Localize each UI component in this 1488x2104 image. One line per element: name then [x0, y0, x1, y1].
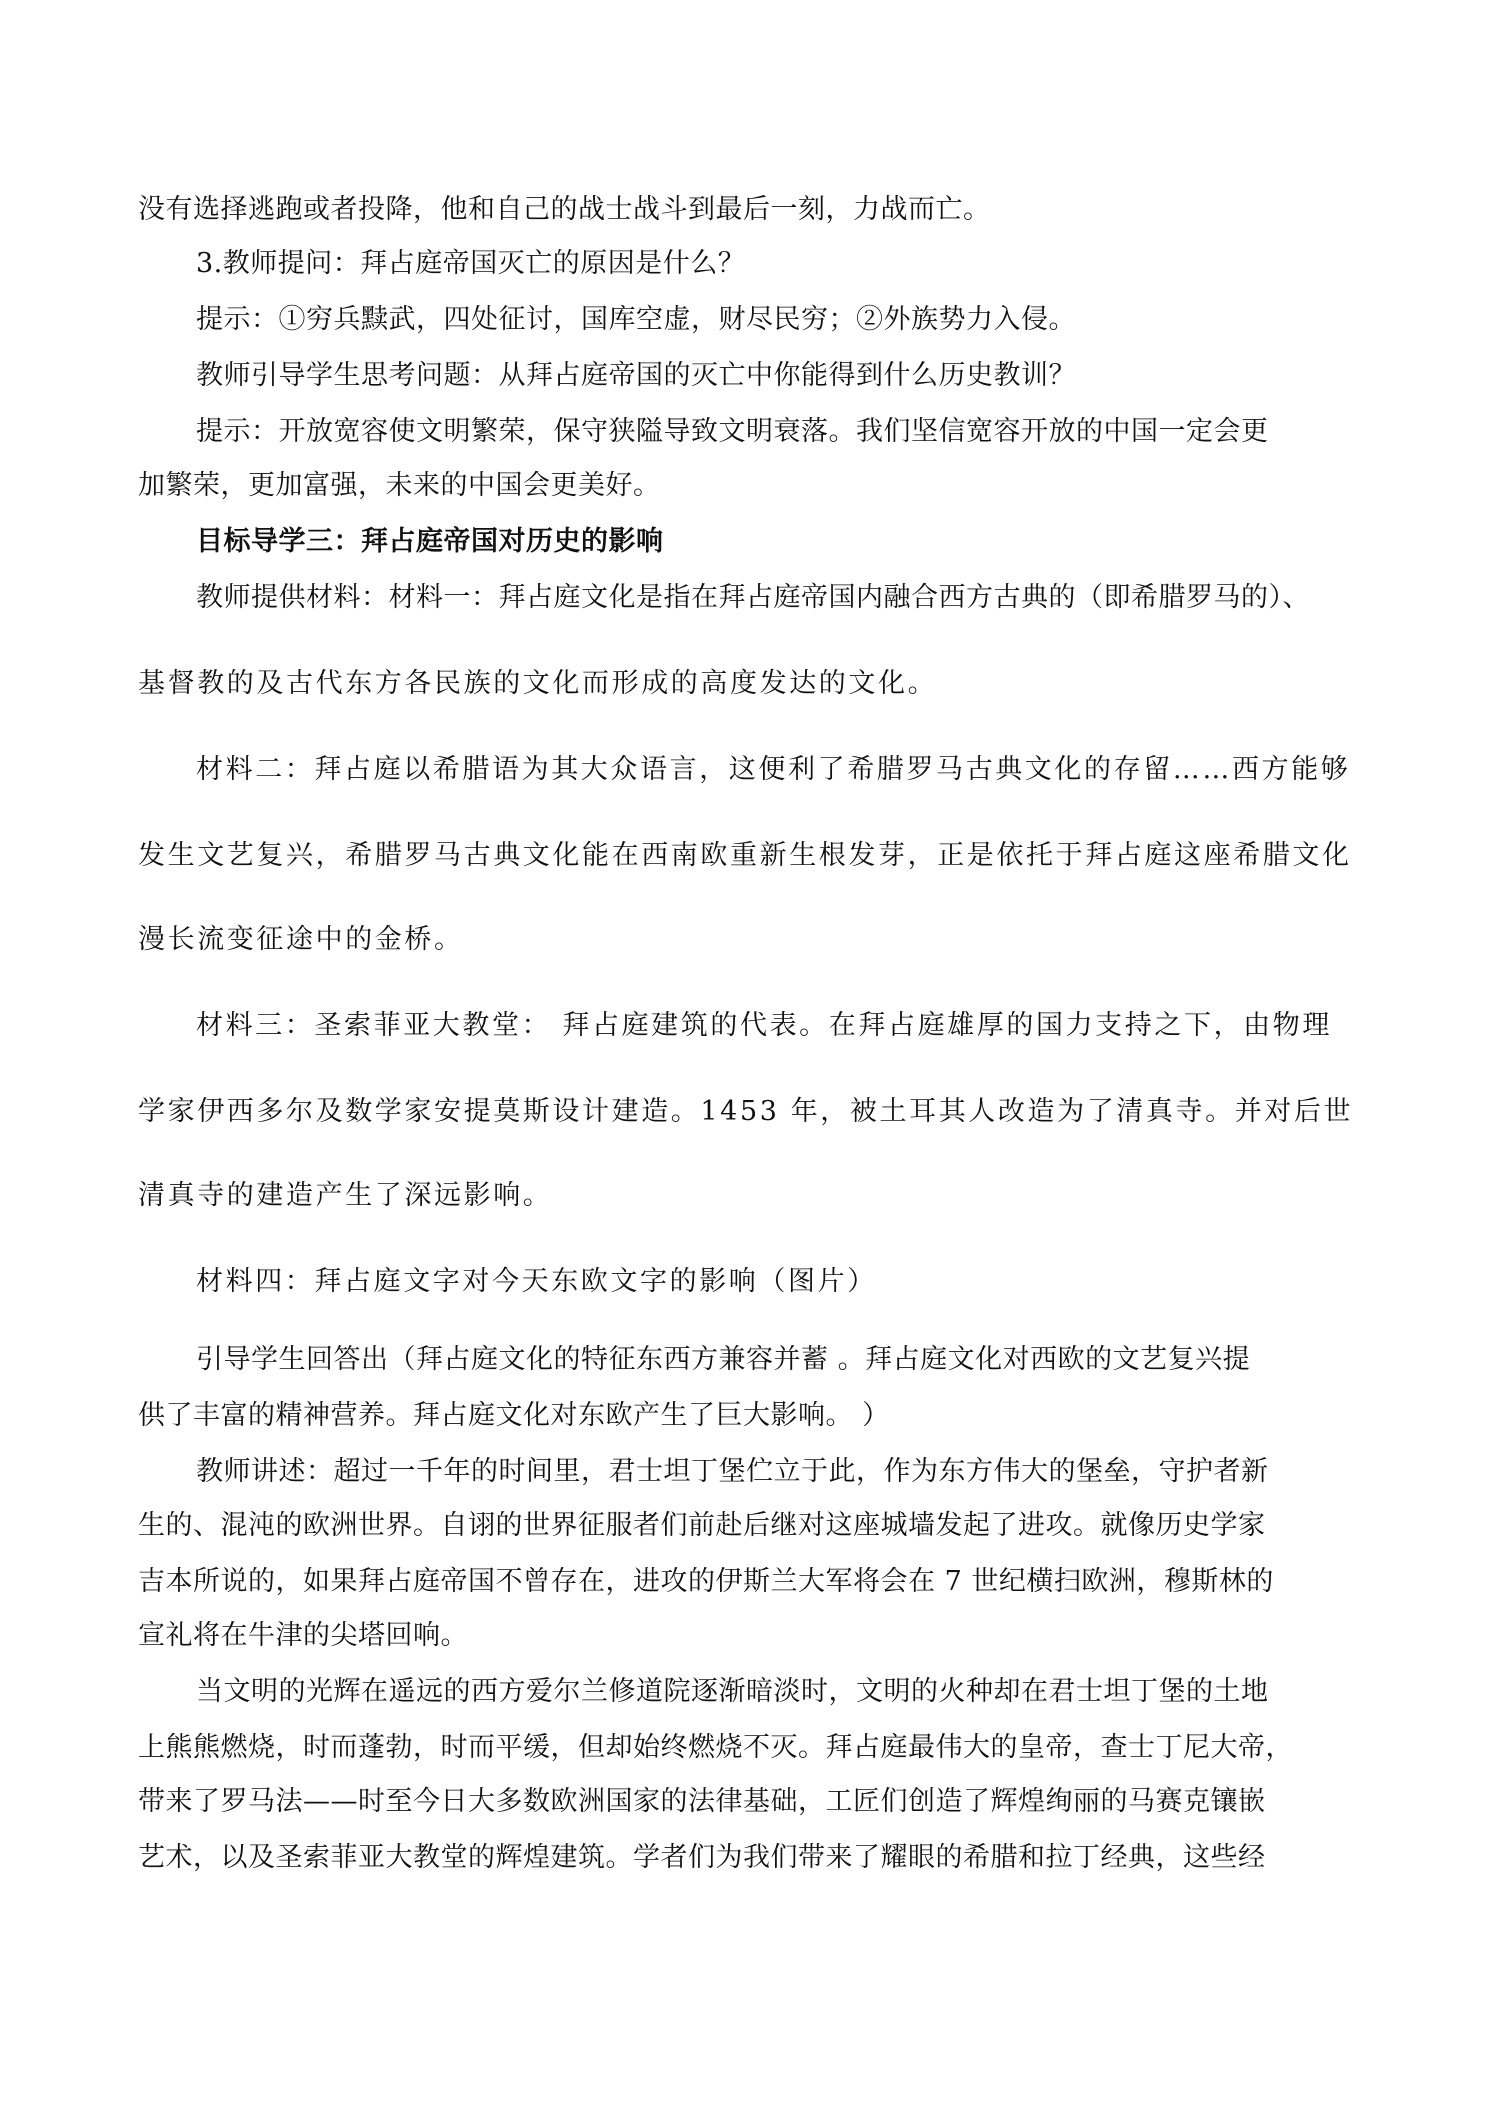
paragraph-line: 生的、混沌的欧洲世界。自诩的世界征服者们前赴后继对这座城墙发起了进攻。就像历史学家: [138, 1510, 1266, 1541]
paragraph-line: 供了丰富的精神营养。拜占庭文化对东欧产生了巨大影响。 ）: [138, 1400, 890, 1431]
paragraph-line: 发生文艺复兴，希腊罗马古典文化能在西南欧重新生根发芽，正是依托于拜占庭这座希腊文化: [138, 840, 1352, 871]
paragraph-line: 漫长流变征途中的金桥。: [138, 924, 464, 955]
paragraph-line: 吉本所说的，如果拜占庭帝国不曾存在，进攻的伊斯兰大军将会在 7 世纪横扫欧洲，穆斯林的: [138, 1566, 1274, 1597]
paragraph-line: 材料三：圣索菲亚大教堂： 拜占庭建筑的代表。在拜占庭雄厚的国力支持之下，由物理: [196, 1010, 1332, 1041]
paragraph-line: 教师讲述：超过一千年的时间里，君士坦丁堡伫立于此，作为东方伟大的堡垒，守护者新: [196, 1456, 1269, 1487]
paragraph-line: 教师提供材料：材料一：拜占庭文化是指在拜占庭帝国内融合西方古典的（即希腊罗马的）、: [196, 582, 1310, 613]
paragraph-line: 材料四：拜占庭文字对今天东欧文字的影响（图片）: [196, 1266, 877, 1297]
paragraph-line: 上熊熊燃烧，时而蓬勃，时而平缓，但却始终燃烧不灭。拜占庭最伟大的皇帝，查士丁尼大帝，: [138, 1732, 1293, 1763]
paragraph-line: 当文明的光辉在遥远的西方爱尔兰修道院逐渐暗淡时，文明的火种却在君士坦丁堡的土地: [196, 1676, 1269, 1707]
paragraph-line: 材料二：拜占庭以希腊语为其大众语言，这便利了希腊罗马古典文化的存留……西方能够: [196, 754, 1351, 785]
paragraph-line: 带来了罗马法——时至今日大多数欧洲国家的法律基础，工匠们创造了辉煌绚丽的马赛克镶嵌: [138, 1786, 1266, 1817]
paragraph-line: 艺术，以及圣索菲亚大教堂的辉煌建筑。学者们为我们带来了耀眼的希腊和拉丁经典，这些经: [138, 1842, 1266, 1873]
paragraph-line: 学家伊西多尔及数学家安提莫斯设计建造。1453 年，被土耳其人改造为了清真寺。并对后世: [138, 1096, 1354, 1127]
paragraph-line: 清真寺的建造产生了深远影响。: [138, 1180, 553, 1211]
paragraph-line: 没有选择逃跑或者投降，他和自己的战士战斗到最后一刻，力战而亡。: [138, 194, 991, 225]
paragraph-line: 提示：①穷兵黩武，四处征讨，国库空虚，财尽民穷；②外族势力入侵。: [196, 304, 1076, 335]
paragraph-line: 提示：开放宽容使文明繁荣，保守狭隘导致文明衰落。我们坚信宽容开放的中国一定会更: [196, 416, 1269, 447]
paragraph-line: 教师引导学生思考问题：从拜占庭帝国的灭亡中你能得到什么历史教训？: [196, 360, 1076, 391]
paragraph-line: 宣礼将在牛津的尖塔回响。: [138, 1620, 468, 1651]
section-heading: 目标导学三：拜占庭帝国对历史的影响: [196, 526, 664, 557]
paragraph-line: 基督教的及古代东方各民族的文化而形成的高度发达的文化。: [138, 668, 938, 699]
paragraph-line: 加繁荣，更加富强，未来的中国会更美好。: [138, 470, 661, 501]
paragraph-line: 3.教师提问：拜占庭帝国灭亡的原因是什么？: [196, 248, 746, 279]
paragraph-line: 引导学生回答出（拜占庭文化的特征东西方兼容并蓄 。拜占庭文化对西欧的文艺复兴提: [196, 1344, 1251, 1375]
